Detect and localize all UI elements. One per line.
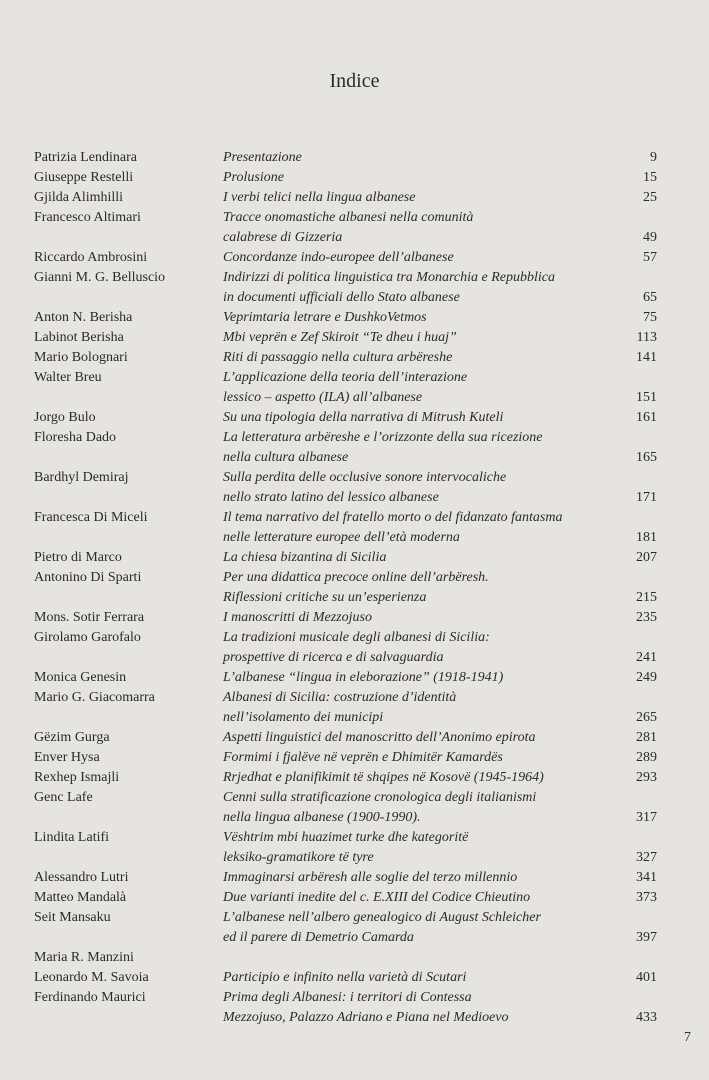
toc-entry <box>0 888 709 908</box>
entry-title: Prima degli Albanesi: i territori di Contessa <box>223 990 472 1005</box>
toc-entry-line <box>0 308 709 328</box>
entry-page-number: 171 <box>636 490 657 505</box>
entry-page-number: 215 <box>636 590 657 605</box>
entry-title: Participio e infinito nella varietà di Scutari <box>223 970 467 985</box>
entry-author: Labinot Berisha <box>34 330 124 345</box>
entry-page-number: 281 <box>636 730 657 745</box>
entry-title: Due varianti inedite del c. E.XIII del Codice Chieutino <box>223 890 531 905</box>
entry-title: Indirizzi di politica linguistica tra Monarchia e Repubblica <box>223 270 555 285</box>
entry-title: Vështrim mbi huazimet turke dhe kategoritë <box>223 830 469 845</box>
entry-page-number: 141 <box>636 350 657 365</box>
toc-entry <box>0 868 709 888</box>
toc-entry-line <box>0 968 709 988</box>
entry-author: Monica Genesin <box>34 670 127 685</box>
entry-author: Floresha Dado <box>34 430 117 445</box>
entry-author: Alessandro Lutri <box>34 870 129 885</box>
entry-title: nello strato latino del lessico albanese <box>223 490 439 505</box>
entry-title: Albanesi di Sicilia: costruzione d’identità <box>223 690 457 705</box>
entry-page-number: 57 <box>643 250 657 265</box>
toc-entry-line <box>0 828 709 848</box>
toc-entry <box>0 328 709 348</box>
toc-entry-line <box>0 848 709 868</box>
entry-title: L’applicazione della teoria dell’interazione <box>223 370 468 385</box>
entry-page-number: 181 <box>636 530 657 545</box>
toc-entry-line <box>0 348 709 368</box>
entry-title: in documenti ufficiali dello Stato albanese <box>223 290 460 305</box>
toc-entry-line <box>0 988 709 1008</box>
entry-title: I verbi telici nella lingua albanese <box>223 190 416 205</box>
entry-author: Jorgo Bulo <box>34 410 96 425</box>
entry-title: Riflessioni critiche su un’esperienza <box>223 590 427 605</box>
entry-title: Tracce onomastiche albanesi nella comunità <box>223 210 474 225</box>
toc-entry-line <box>0 548 709 568</box>
toc-entry <box>0 188 709 208</box>
toc-entry <box>0 148 709 168</box>
entry-title: L’albanese “lingua in eleborazione” (1918-1941) <box>223 670 504 685</box>
toc-entry <box>0 508 709 548</box>
entry-title: La chiesa bizantina di Sicilia <box>223 550 387 565</box>
entry-page-number: 207 <box>636 550 657 565</box>
toc-entry-line <box>0 568 709 588</box>
entry-author: Matteo Mandalà <box>34 890 127 905</box>
toc-entry-line <box>0 608 709 628</box>
entry-author: Ferdinando Maurici <box>34 990 146 1005</box>
entry-title: nella cultura albanese <box>223 450 349 465</box>
toc-entry-line <box>0 628 709 648</box>
toc-entry-line <box>0 908 709 928</box>
toc-entry-line <box>0 408 709 428</box>
entry-title: Mbi veprën e Zef Skiroit “Te dheu i huaj” <box>223 330 457 345</box>
toc-entry-line <box>0 708 709 728</box>
toc-entry <box>0 168 709 188</box>
toc-entry-line <box>0 948 709 968</box>
entry-author: Pietro di Marco <box>34 550 122 565</box>
toc-entry-line <box>0 208 709 228</box>
toc-entry-line <box>0 148 709 168</box>
toc-entry-line <box>0 688 709 708</box>
toc-entry <box>0 248 709 268</box>
entry-page-number: 341 <box>636 870 657 885</box>
entry-title: L’albanese nell’albero genealogico di August Schleicher <box>223 910 541 925</box>
toc-entry-line <box>0 788 709 808</box>
toc-entry <box>0 348 709 368</box>
toc-entry <box>0 628 709 668</box>
entry-author: Enver Hysa <box>34 750 100 765</box>
toc-entry <box>0 908 709 948</box>
entry-author: Mario G. Giacomarra <box>34 690 155 705</box>
entry-title: prospettive di ricerca e di salvaguardia <box>223 650 444 665</box>
entry-page-number: 75 <box>643 310 657 325</box>
toc-entry-line <box>0 488 709 508</box>
entry-title: Formimi i fjalëve në veprën e Dhimitër Kamardës <box>223 750 503 765</box>
toc-entry-line <box>0 748 709 768</box>
entry-title: Veprimtaria letrare e DushkoVetmos <box>223 310 427 325</box>
entry-page-number: 165 <box>636 450 657 465</box>
entry-title: Aspetti linguistici del manoscritto dell’Anonimo epirota <box>223 730 536 745</box>
entry-title: La letteratura arbëreshe e l’orizzonte della sua ricezione <box>223 430 543 445</box>
entry-title: lessico – aspetto (ILA) all’albanese <box>223 390 423 405</box>
entry-title: Presentazione <box>223 150 302 165</box>
entry-author: Genc Lafe <box>34 790 93 805</box>
entry-title: I manoscritti di Mezzojuso <box>223 610 372 625</box>
toc-entry <box>0 788 709 828</box>
page-title: Indice <box>329 70 380 92</box>
toc-entry-line <box>0 388 709 408</box>
entry-page-number: 15 <box>643 170 657 185</box>
toc-entry-line <box>0 228 709 248</box>
toc-entry-line <box>0 928 709 948</box>
toc-entry <box>0 768 709 788</box>
page-number: 7 <box>684 1030 691 1045</box>
entry-page-number: 433 <box>636 1010 657 1025</box>
toc-entry <box>0 308 709 328</box>
toc-entry <box>0 688 709 728</box>
entry-author: Girolamo Garofalo <box>34 630 141 645</box>
toc-entry <box>0 948 709 988</box>
entry-author: Bardhyl Demiraj <box>34 470 129 485</box>
entry-page-number: 397 <box>636 930 657 945</box>
entry-author: Mario Bolognari <box>34 350 128 365</box>
entry-author: Lindita Latifi <box>34 830 110 845</box>
toc-entry-line <box>0 168 709 188</box>
entry-title: La tradizioni musicale degli albanesi di Sicilia: <box>223 630 490 645</box>
entry-title: Riti di passaggio nella cultura arbëreshe <box>223 350 453 365</box>
entry-title: Immaginarsi arbëresh alle soglie del terzo millennio <box>223 870 518 885</box>
entry-title: Cenni sulla stratificazione cronologica degli italianismi <box>223 790 537 805</box>
entry-author: Giuseppe Restelli <box>34 170 134 185</box>
entry-page-number: 151 <box>636 390 657 405</box>
entry-author: Maria R. Manzini <box>34 950 134 965</box>
entry-page-number: 161 <box>636 410 657 425</box>
entry-author: Leonardo M. Savoia <box>34 970 149 985</box>
entry-author: Mons. Sotir Ferrara <box>34 610 145 625</box>
entry-author: Patrizia Lendinara <box>34 150 138 165</box>
entry-title: Sulla perdita delle occlusive sonore intervocaliche <box>223 470 507 485</box>
toc-entry-line <box>0 1008 709 1028</box>
toc-entry-line <box>0 428 709 448</box>
entry-title: Mezzojuso, Palazzo Adriano e Piana nel Medioevo <box>223 1010 509 1025</box>
toc-entry <box>0 728 709 748</box>
entry-author: Gianni M. G. Belluscio <box>34 270 166 285</box>
toc-entry <box>0 748 709 768</box>
entry-title: Su una tipologia della narrativa di Mitrush Kuteli <box>223 410 504 425</box>
entry-title: Prolusione <box>223 170 284 185</box>
toc-entry <box>0 268 709 308</box>
toc-entry-line <box>0 528 709 548</box>
toc-entry <box>0 548 709 568</box>
entry-author: Walter Breu <box>34 370 102 385</box>
entry-author: Rexhep Ismajli <box>34 770 120 785</box>
entry-author: Anton N. Berisha <box>34 310 133 325</box>
entry-page-number: 49 <box>643 230 657 245</box>
toc-entry-line <box>0 268 709 288</box>
toc-entry <box>0 468 709 508</box>
entry-title: ed il parere di Demetrio Camarda <box>223 930 414 945</box>
toc-entry-line <box>0 508 709 528</box>
toc-entry-line <box>0 648 709 668</box>
toc-entry-line <box>0 328 709 348</box>
entry-author: Francesca Di Miceli <box>34 510 148 525</box>
entry-author: Gëzim Gurga <box>34 730 110 745</box>
entry-page-number: 317 <box>636 810 657 825</box>
entry-author: Riccardo Ambrosini <box>34 250 148 265</box>
entry-page-number: 327 <box>636 850 657 865</box>
toc-entry-line <box>0 248 709 268</box>
toc-entry-line <box>0 468 709 488</box>
entry-title: calabrese di Gizzeria <box>223 230 343 245</box>
entry-author: Antonino Di Sparti <box>34 570 142 585</box>
toc-entry <box>0 608 709 628</box>
toc-entry-line <box>0 888 709 908</box>
toc-entry-line <box>0 188 709 208</box>
entry-page-number: 235 <box>636 610 657 625</box>
toc-entry <box>0 988 709 1028</box>
entry-title: Per una didattica precoce online dell’arbëresh. <box>223 570 489 585</box>
entry-title: nelle letterature europee dell’età moderna <box>223 530 460 545</box>
entry-author: Seit Mansaku <box>34 910 111 925</box>
toc-entry <box>0 368 709 408</box>
entry-page-number: 289 <box>636 750 657 765</box>
toc-entry <box>0 428 709 468</box>
toc-entry-line <box>0 728 709 748</box>
entry-page-number: 113 <box>636 330 657 345</box>
entry-page-number: 249 <box>636 670 657 685</box>
table-of-contents <box>0 148 709 1028</box>
toc-entry <box>0 828 709 868</box>
entry-author: Francesco Altimari <box>34 210 141 225</box>
toc-entry-line <box>0 448 709 468</box>
toc-entry-line <box>0 288 709 308</box>
toc-entry-line <box>0 808 709 828</box>
entry-page-number: 265 <box>636 710 657 725</box>
toc-entry-line <box>0 768 709 788</box>
entry-title: nell’isolamento dei municipi <box>223 710 384 725</box>
entry-title: Concordanze indo-europee dell’albanese <box>223 250 454 265</box>
entry-title: Rrjedhat e planifikimit të shqipes në Kosovë (1945-1964) <box>223 770 544 785</box>
toc-entry <box>0 208 709 248</box>
entry-title: Il tema narrativo del fratello morto o del fidanzato fantasma <box>223 510 563 525</box>
entry-page-number: 293 <box>636 770 657 785</box>
toc-entry <box>0 668 709 688</box>
entry-page-number: 25 <box>643 190 657 205</box>
toc-entry-line <box>0 868 709 888</box>
entry-author: Gjilda Alimhilli <box>34 190 124 205</box>
toc-entry <box>0 568 709 608</box>
entry-page-number: 241 <box>636 650 657 665</box>
entry-page-number: 9 <box>650 150 657 165</box>
toc-entry-line <box>0 668 709 688</box>
entry-page-number: 65 <box>643 290 657 305</box>
toc-entry-line <box>0 368 709 388</box>
entry-page-number: 373 <box>636 890 657 905</box>
toc-entry-line <box>0 588 709 608</box>
entry-title: leksiko-gramatikore të tyre <box>223 850 374 865</box>
toc-entry <box>0 408 709 428</box>
entry-title: nella lingua albanese (1900-1990). <box>223 810 421 825</box>
entry-page-number: 401 <box>636 970 657 985</box>
